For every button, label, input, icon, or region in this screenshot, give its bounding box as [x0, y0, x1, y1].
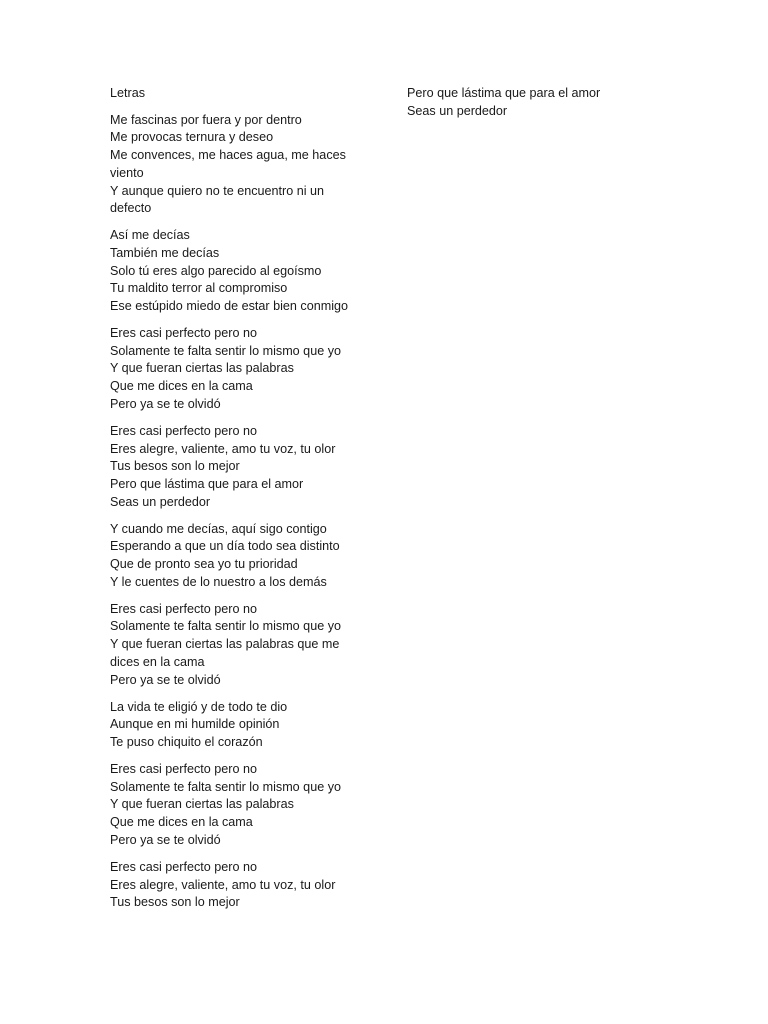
lyric-line: Eres casi perfecto pero no: [110, 761, 258, 776]
stanza: [110, 521, 370, 592]
stanza: [407, 85, 667, 120]
lyric-line: dices en la cama: [110, 654, 205, 669]
lyric-line: Pero ya se te olvidó: [110, 396, 221, 411]
lyrics-heading: Letras: [110, 86, 146, 100]
lyric-line: viento: [110, 165, 144, 180]
lyric-line: Y le cuentes de lo nuestro a los demás: [110, 574, 327, 589]
lyric-line: Que me dices en la cama: [110, 379, 253, 394]
lyric-line: Que me dices en la cama: [110, 815, 253, 830]
lyric-line: Pero que lástima que para el amor: [407, 86, 601, 100]
lyric-line: Eres casi perfecto pero no: [110, 326, 258, 341]
stanza: [110, 761, 370, 850]
lyric-line: Y aunque quiero no te encuentro ni un: [110, 183, 325, 198]
lyrics-column-left: [110, 85, 370, 921]
lyric-line: Y que fueran ciertas las palabras: [110, 797, 294, 812]
stanza: [110, 859, 370, 912]
left-stanzas: [110, 112, 370, 912]
lyric-line: Pero ya se te olvidó: [110, 672, 221, 687]
stanza: [110, 423, 370, 512]
right-stanzas: [407, 85, 667, 120]
lyric-line: Ese estúpido miedo de estar bien conmigo: [110, 299, 349, 314]
lyric-line: Tu maldito terror al compromiso: [110, 281, 288, 296]
stanza: [110, 112, 370, 218]
stanza: [110, 325, 370, 414]
lyric-line: Y que fueran ciertas las palabras: [110, 361, 294, 376]
lyric-line: Me provocas ternura y deseo: [110, 130, 274, 145]
lyric-line: Solamente te falta sentir lo mismo que yo: [110, 779, 341, 794]
lyric-line: Pero que lástima que para el amor: [110, 476, 304, 491]
lyric-line: La vida te eligió y de todo te dio: [110, 699, 288, 714]
lyric-line: Me convences, me haces agua, me haces: [110, 148, 346, 163]
stanza: [110, 227, 370, 316]
lyric-line: Tus besos son lo mejor: [110, 459, 240, 474]
lyric-line: Aunque en mi humilde opinión: [110, 717, 280, 732]
lyric-line: Pero ya se te olvidó: [110, 832, 221, 847]
lyric-line: defecto: [110, 201, 152, 216]
lyric-line: Eres casi perfecto pero no: [110, 423, 258, 438]
lyric-line: Tus besos son lo mejor: [110, 895, 240, 910]
stanza: [110, 699, 370, 752]
lyric-line: Esperando a que un día todo sea distinto: [110, 539, 340, 554]
lyric-line: Te puso chiquito el corazón: [110, 734, 263, 749]
stanza: [110, 601, 370, 690]
lyric-line: Solamente te falta sentir lo mismo que yo: [110, 619, 341, 634]
lyrics-column-right: [407, 85, 667, 130]
lyric-line: Eres alegre, valiente, amo tu voz, tu olor: [110, 441, 336, 456]
lyric-line: Me fascinas por fuera y por dentro: [110, 112, 302, 127]
lyric-line: Y que fueran ciertas las palabras que me: [110, 637, 340, 652]
lyric-line: Eres casi perfecto pero no: [110, 601, 258, 616]
lyric-line: Solamente te falta sentir lo mismo que yo: [110, 343, 341, 358]
lyric-line: Solo tú eres algo parecido al egoísmo: [110, 263, 322, 278]
lyric-line: También me decías: [110, 245, 220, 260]
lyric-line: Eres casi perfecto pero no: [110, 859, 258, 874]
lyric-line: Que de pronto sea yo tu prioridad: [110, 557, 298, 572]
lyric-line: Así me decías: [110, 228, 190, 243]
lyric-line: Seas un perdedor: [110, 494, 211, 509]
lyric-line: Y cuando me decías, aquí sigo contigo: [110, 521, 327, 536]
lyric-line: Seas un perdedor: [407, 103, 508, 118]
lyric-line: Eres alegre, valiente, amo tu voz, tu olor: [110, 877, 336, 892]
